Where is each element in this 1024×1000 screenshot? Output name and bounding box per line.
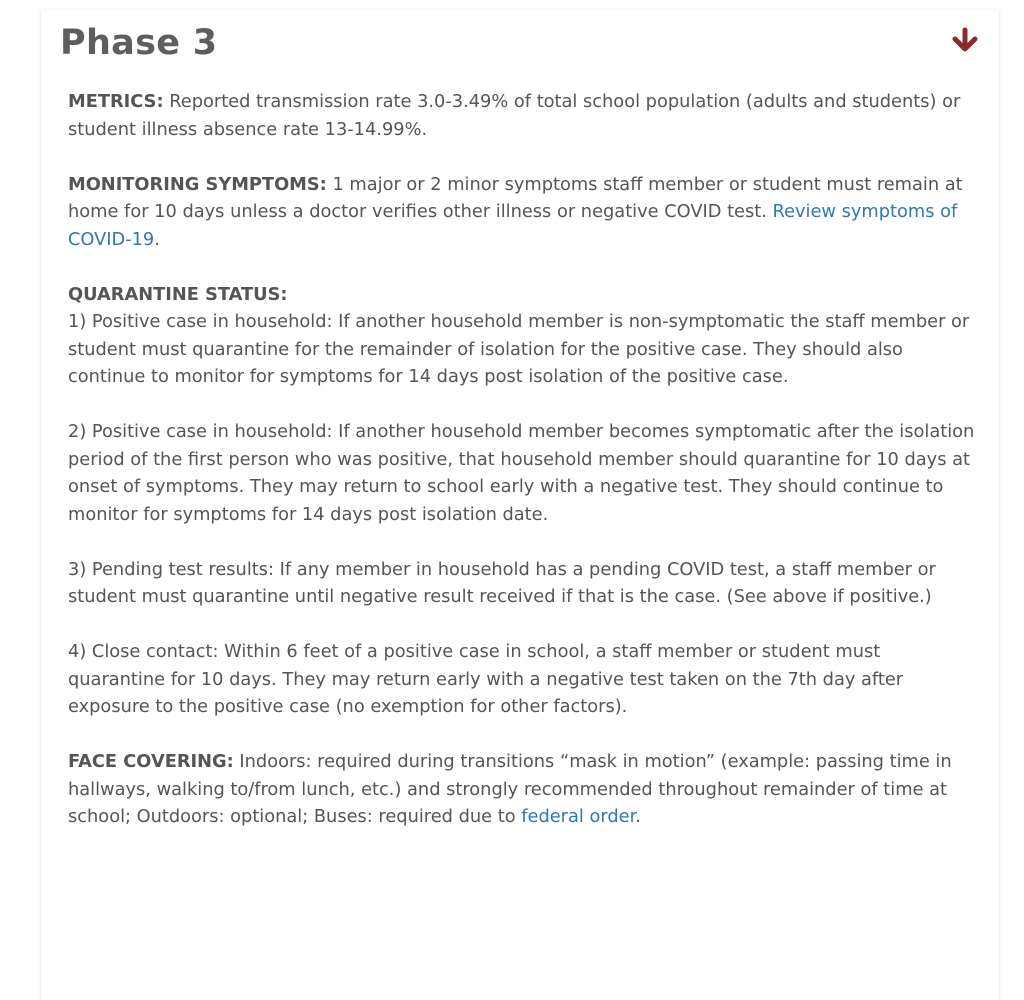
quarantine-item: 3) Pending test results: If any member in household has a pending COVID test, a staff member or student must quarantine until negative result received if that is the case. (See above if positive.) — [68, 558, 936, 607]
section-content — [68, 88, 978, 858]
quarantine-block — [68, 281, 978, 721]
face-covering-paragraph — [68, 748, 978, 831]
face-covering-trailing: . — [635, 806, 641, 827]
arrow-down-icon — [948, 26, 982, 56]
collapse-toggle-button[interactable] — [948, 26, 982, 56]
quarantine-item: 1) Positive case in household: If another household member is non-symptomatic the staff member or student must quarantine for the remainder of isolation for the positive case. They should also continue to monitor for symptoms for 14 days post isolation of the positive case. — [68, 311, 970, 387]
metrics-text: Reported transmission rate 3.0-3.49% of total school population (adults and students) or student illness absence rate 13-14.99%. — [68, 91, 961, 140]
quarantine-label: QUARANTINE STATUS: — [68, 283, 288, 305]
face-covering-label: FACE COVERING: — [68, 751, 234, 772]
quarantine-item: 2) Positive case in household: If another household member becomes symptomatic after the isolation period of the first person who was positive, that household member should quarantine for 10 days at onset of symptoms. They may return to school early with a negative test. They should continue to monitor for symptoms for 14 days post isolation date. — [68, 421, 975, 525]
monitoring-label: MONITORING SYMPTOMS: — [68, 173, 327, 195]
federal-order-link[interactable]: federal order — [521, 806, 636, 827]
monitoring-trailing: . — [154, 228, 160, 250]
monitoring-text: 1 major or 2 minor symptoms staff member or student must remain at home for 10 days unless a doctor verifies other illness or negative COVID test. — [68, 173, 963, 222]
monitoring-paragraph — [68, 171, 978, 254]
face-covering-text: Indoors: required during transitions “mask in motion” (example: passing time in hallways, walking to/from lunch, etc.) and strongly recommended throughout remainder of time at school; Outdoors: optional; Buses: required due to — [68, 751, 952, 827]
review-symptoms-link[interactable]: Review symptoms of COVID-19 — [68, 201, 958, 250]
metrics-label: METRICS: — [68, 91, 164, 112]
quarantine-item: 4) Close contact: Within 6 feet of a positive case in school, a staff member or student must quarantine for 10 days. They may return early with a negative test taken on the 7th day after exposure to the positive case (no exemption for other factors). — [68, 641, 904, 717]
metrics-paragraph — [68, 88, 978, 143]
section-title: Phase 3 — [60, 23, 218, 63]
